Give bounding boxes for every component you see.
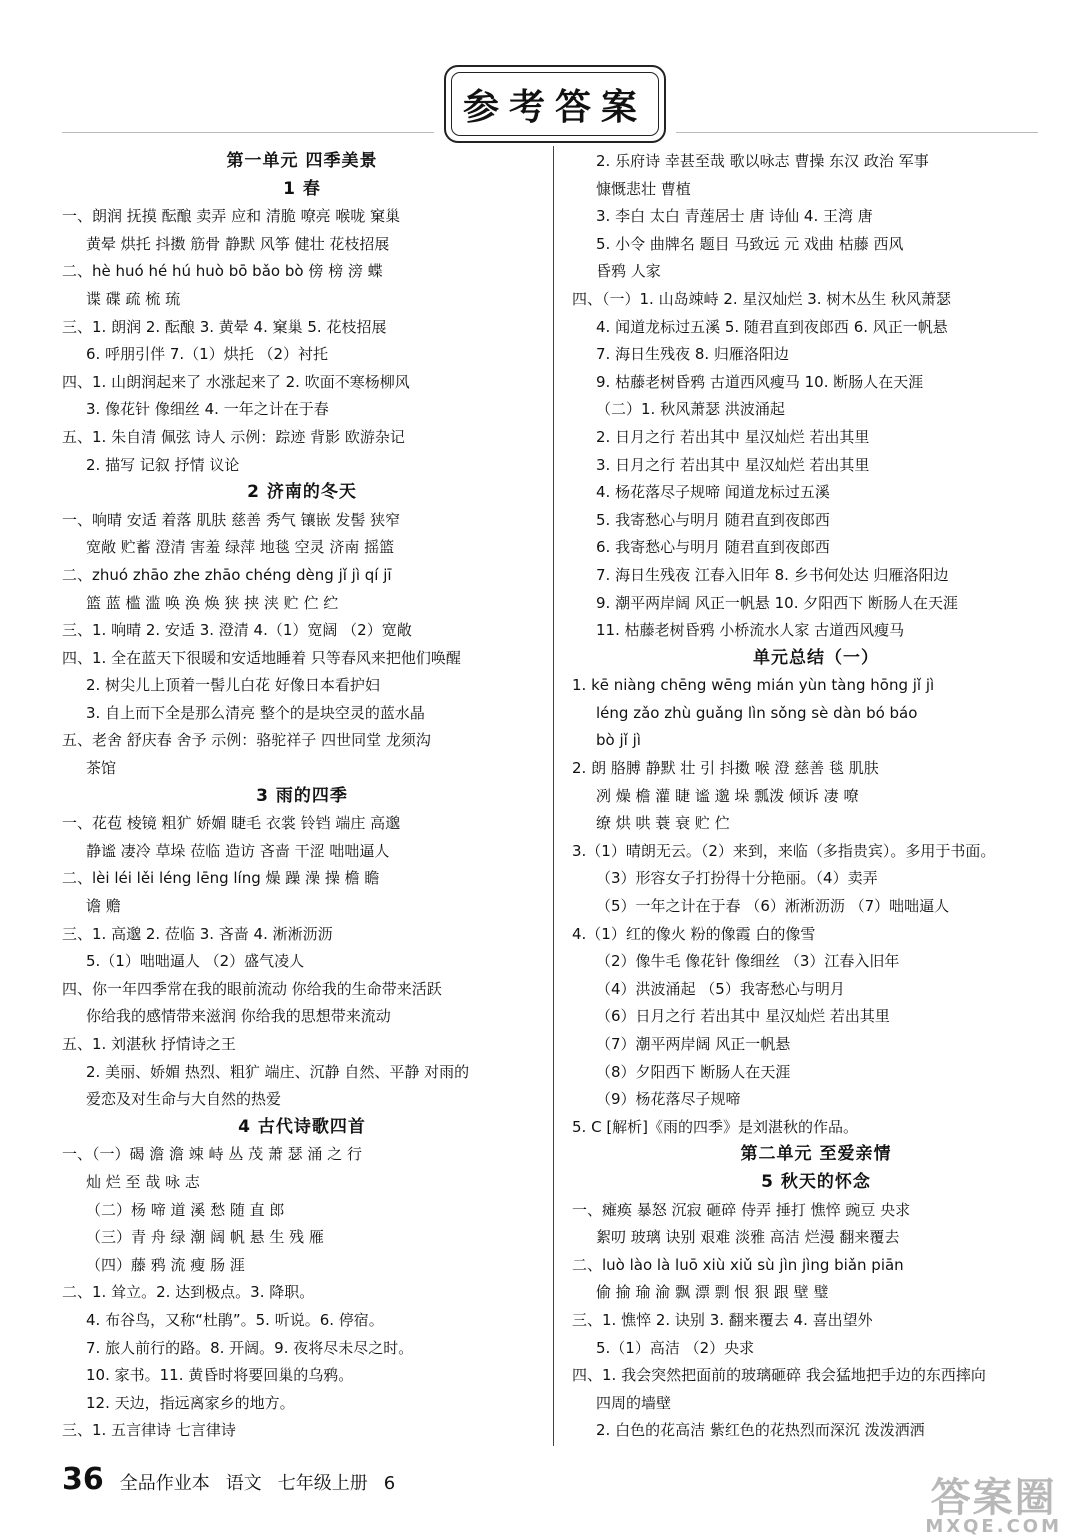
answer-line: 三、1. 高邈 2. 莅临 3. 吝啬 4. 淅淅沥沥 — [62, 924, 333, 943]
answer-line: 缭 烘 哄 蓑 衰 贮 伫 — [596, 814, 730, 833]
section-heading: 第一单元 四季美景 — [226, 151, 378, 171]
answer-line: （5）一年之计在于春 （6）淅淅沥沥 （7）咄咄逼人 — [596, 897, 950, 916]
answer-line: 四周的墙壁 — [596, 1393, 672, 1412]
answer-line: 三、1. 响晴 2. 安适 3. 澄清 4.（1）宽阔 （2）宽敞 — [62, 621, 412, 640]
answer-line: 2. 朗 胳膊 静默 壮 引 抖擞 喉 澄 慈善 毯 肌肤 — [572, 759, 879, 778]
answer-line: （二）1. 秋风萧瑟 洪波涌起 — [596, 400, 785, 419]
answer-line: 絮叨 玻璃 诀别 艰难 淡雅 高洁 烂漫 翻来覆去 — [596, 1228, 900, 1247]
answer-line: 二、zhuó zhāo zhe zhāo chéng dèng jǐ jì qí jī — [62, 565, 392, 584]
answer-line: 2. 美丽、娇媚 热烈、粗犷 端庄、沉静 自然、平静 对雨的 — [86, 1062, 470, 1081]
answer-line: 五、1. 朱自清 佩弦 诗人 示例：踪迹 背影 欧游杂记 — [62, 427, 405, 446]
section-heading: 2 济南的冬天 — [247, 482, 357, 503]
answer-line: 一、朗润 抚摸 酝酿 卖弄 应和 清脆 嘹亮 喉咙 窠巢 — [62, 207, 401, 226]
answer-line: 2. 白色的花高洁 紫红色的花热烈而深沉 泼泼洒洒 — [596, 1421, 925, 1440]
answer-line: 3. 像花针 像细丝 4. 一年之计在于春 — [86, 400, 329, 419]
answer-line: 2. 乐府诗 幸甚至哉 歌以咏志 曹操 东汉 政治 军事 — [596, 152, 929, 170]
answer-line: 黄晕 烘托 抖擞 筋骨 静默 风筝 健壮 花枝招展 — [86, 234, 390, 253]
title-box — [444, 65, 666, 143]
answer-line: 7. 海日生残夜 江春入旧年 8. 乡书何处达 归雁洛阳边 — [596, 565, 949, 584]
answer-line: （2）像牛毛 像花针 像细丝 （3）江春入旧年 — [596, 952, 900, 971]
section-heading: 3 雨的四季 — [256, 785, 348, 806]
answer-line: 爱恋及对生命与大自然的热爱 — [86, 1090, 282, 1109]
edition-number: 6 — [383, 1473, 396, 1494]
answer-line: bò jǐ jì — [596, 731, 641, 750]
answer-line: 5. 我寄愁心与明月 随君直到夜郎西 — [596, 510, 830, 529]
watermark-url: MXQE.COM — [925, 1516, 1062, 1537]
watermark — [925, 1475, 1062, 1537]
answer-line: 2. 树尖儿上顶着一髻儿白花 好像日本看护妇 — [86, 676, 380, 695]
answer-line: 静谧 凄冷 草垛 莅临 造访 吝啬 干涩 咄咄逼人 — [86, 841, 390, 860]
answer-line: 2. 日月之行 若出其中 星汉灿烂 若出其里 — [596, 427, 870, 446]
answer-line: 6. 我寄愁心与明月 随君直到夜郎西 — [596, 538, 830, 557]
answer-line: 二、lèi léi lěi léng lēng líng 燥 躁 澡 操 檐 瞻 — [62, 869, 380, 888]
answer-line: （4）洪波涌起 （5）我寄愁心与明月 — [596, 979, 845, 998]
answer-line: 一、花苞 棱镜 粗犷 娇媚 睫毛 衣裳 铃铛 端庄 高邈 — [62, 814, 401, 833]
answer-line: 5. 小令 曲牌名 题目 马致远 元 戏曲 枯藤 西风 — [596, 234, 904, 253]
grade: 七年级上册 — [277, 1473, 368, 1494]
section-heading: 第二单元 至爱亲情 — [740, 1144, 892, 1165]
answer-line: 三、1. 五言律诗 七言律诗 — [62, 1421, 236, 1440]
answer-line: （7）潮平两岸阔 风正一帆悬 — [596, 1035, 791, 1053]
answer-line: 3. 自上而下全是那么清亮 整个的是块空灵的蓝水晶 — [86, 703, 425, 722]
answer-line: 五、1. 刘湛秋 抒情诗之王 — [62, 1035, 236, 1053]
answer-line: 5.（1）高洁 （2）央求 — [596, 1338, 755, 1357]
answer-line: 谍 碟 疏 梳 琉 — [86, 289, 181, 308]
answer-line: 4. 闻道龙标过五溪 5. 随君直到夜郎西 6. 风正一帆悬 — [596, 317, 948, 336]
answer-line: （二）杨 啼 道 溪 愁 随 直 郎 — [86, 1200, 285, 1219]
section-heading: 4 古代诗歌四首 — [238, 1116, 366, 1137]
answer-line: 5. C [解析]《雨的四季》是刘湛秋的作品。 — [572, 1117, 859, 1136]
answer-line: 冽 燥 檐 灌 睫 谧 邈 垛 瓢泼 倾诉 凄 嘹 — [596, 786, 859, 805]
answer-line: 四、1. 我会突然把面前的玻璃砸碎 我会猛地把手边的东西摔向 — [572, 1366, 986, 1385]
answer-line: 你给我的感情带来滋润 你给我的思想带来流动 — [86, 1007, 391, 1026]
answer-line: 篮 蓝 槛 滥 唤 涣 焕 狭 挟 浃 贮 伫 纻 — [86, 593, 339, 612]
footer — [62, 1462, 395, 1496]
answer-line: 灿 烂 至 哉 咏 志 — [86, 1172, 200, 1191]
answer-line: 3. 李白 太白 青莲居士 唐 诗仙 4. 王湾 唐 — [596, 207, 873, 226]
answer-line: 4. 布谷鸟，又称“杜鹃”。5. 听说。6. 停宿。 — [86, 1310, 384, 1329]
answer-line: 2. 描写 记叙 抒情 议论 — [86, 455, 240, 474]
answer-line: 3.（1）晴朗无云。（2）来到，来临（多指贵宾）。多用于书面。 — [572, 841, 996, 860]
answer-line: 10. 家书。11. 黄昏时将要回巢的乌鸦。 — [86, 1366, 354, 1385]
answer-line: 宽敞 贮蓄 澄清 害羞 绿萍 地毯 空灵 济南 摇篮 — [86, 538, 395, 557]
answer-line: 茶馆 — [86, 759, 117, 778]
answer-line: 7. 旅人前行的路。8. 开阔。9. 夜将尽未尽之时。 — [86, 1338, 414, 1357]
answer-line: 一、瘫痪 暴怒 沉寂 砸碎 侍弄 捶打 憔悴 豌豆 央求 — [572, 1200, 911, 1219]
answer-line: 四、（一）1. 山岛竦峙 2. 星汉灿烂 3. 树木丛生 秋风萧瑟 — [572, 289, 952, 308]
answer-line: 4.（1）红的像火 粉的像霞 白的像雪 — [572, 924, 816, 943]
answer-line: 12. 天边，指远离家乡的地方。 — [86, 1393, 295, 1412]
answer-line: 慷慨悲壮 曹植 — [596, 179, 691, 198]
right-column — [572, 148, 1060, 1445]
section-heading: 5 秋天的怀念 — [761, 1171, 871, 1192]
answer-line: （四）藤 鸦 流 瘦 肠 涯 — [86, 1255, 245, 1274]
section-heading: 1 春 — [283, 178, 321, 199]
answer-line: 一、响晴 安适 着落 肌肤 慈善 秀气 镶嵌 发髻 狭窄 — [62, 510, 401, 529]
answer-line: 一、（一）碣 澹 澹 竦 峙 丛 茂 萧 瑟 涌 之 行 — [62, 1145, 362, 1164]
answer-line: 4. 杨花落尽子规啼 闻道龙标过五溪 — [596, 483, 830, 502]
answer-line: 5.（1）咄咄逼人 （2）盛气凌人 — [86, 952, 305, 971]
book-name: 全品作业本 — [119, 1473, 210, 1494]
answer-line: 二、1. 耸立。2. 达到极点。3. 降职。 — [62, 1283, 315, 1302]
answer-line: （三）青 舟 绿 潮 阔 帆 悬 生 残 雁 — [86, 1228, 324, 1247]
answer-line: （9）杨花落尽子规啼 — [596, 1090, 741, 1109]
answer-line: （8）夕阳西下 断肠人在天涯 — [596, 1062, 791, 1081]
answer-line: 7. 海日生残夜 8. 归雁洛阳边 — [596, 345, 789, 364]
answer-line: 9. 潮平两岸阔 风正一帆悬 10. 夕阳西下 断肠人在天涯 — [596, 593, 959, 612]
answer-line: 6. 呼朋引伴 7.（1）烘托 （2）衬托 — [86, 345, 329, 364]
answer-line: 五、老舍 舒庆春 舍予 示例：骆驼祥子 四世同堂 龙须沟 — [62, 731, 431, 750]
answer-line: 昏鸦 人家 — [596, 262, 661, 281]
section-heading: 单元总结（一） — [753, 647, 879, 668]
left-column — [62, 148, 542, 1445]
answer-line: 偷 揄 瑜 渝 飘 漂 剽 恨 狠 跟 壁 璧 — [596, 1283, 829, 1302]
answer-line: 1. kē niàng chēng wēng mián yùn tàng hōng jǐ jì — [572, 676, 935, 695]
answer-line: 三、1. 朗润 2. 酝酿 3. 黄晕 4. 窠巢 5. 花枝招展 — [62, 317, 387, 336]
answer-line: 四、1. 山朗润起来了 水涨起来了 2. 吹面不寒杨柳风 — [62, 372, 410, 391]
title-rule-right — [676, 132, 1038, 133]
answer-line: léng zǎo zhù guǎng lìn sǒng sè dàn bó báo — [596, 703, 918, 722]
answer-line: 9. 枯藤老树昏鸦 古道西风瘦马 10. 断肠人在天涯 — [596, 372, 924, 391]
title-rule-left — [62, 132, 434, 133]
answer-line: （6）日月之行 若出其中 星汉灿烂 若出其里 — [596, 1007, 890, 1026]
answer-line: 二、hè huó hé hú huò bō bǎo bò 傍 榜 滂 蝶 — [62, 262, 383, 281]
answer-line: 谵 赡 — [86, 897, 121, 916]
page-title: 参考答案 — [462, 85, 647, 128]
answer-line: 三、1. 憔悴 2. 诀别 3. 翻来覆去 4. 喜出望外 — [572, 1310, 873, 1329]
answer-line: 四、你一年四季常在我的眼前流动 你给我的生命带来活跃 — [62, 979, 442, 998]
column-divider — [553, 146, 554, 1446]
watermark-logo: 答案圈 — [930, 1475, 1057, 1521]
answer-line: （3）形容女子打扮得十分艳丽。（4）卖弄 — [596, 869, 878, 888]
subject: 语文 — [225, 1473, 262, 1494]
answer-line: 11. 枯藤老树昏鸦 小桥流水人家 古道西风瘦马 — [596, 621, 905, 640]
answer-line: 四、1. 全在蓝天下很暖和安适地睡着 只等春风来把他们唤醒 — [62, 648, 461, 667]
page-number: 36 — [62, 1462, 104, 1497]
answer-line: 二、luò lào là luō xiù xiǔ sù jìn jìng biǎn piān — [572, 1255, 904, 1274]
answer-line: 3. 日月之行 若出其中 星汉灿烂 若出其里 — [596, 455, 870, 474]
